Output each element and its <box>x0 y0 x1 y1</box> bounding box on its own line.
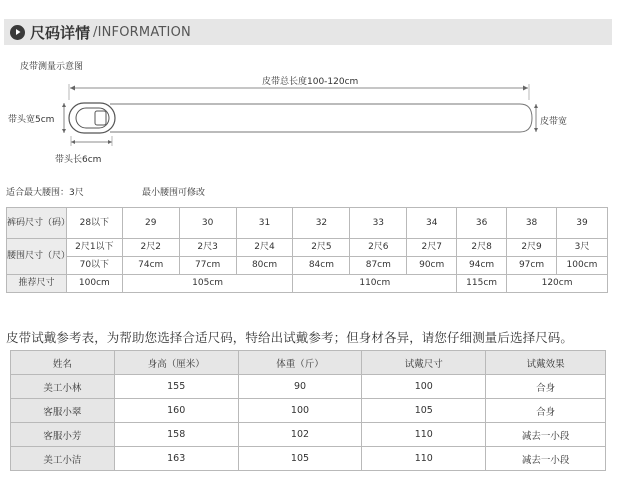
recommended-row-label: 推荐尺寸 <box>7 275 67 293</box>
buckle-width-label: 带头宽5cm <box>8 115 55 125</box>
max-waist-text: 适合最大腰围：3尺 <box>6 188 84 198</box>
recommended-cell: 110cm <box>293 275 457 293</box>
waist-cm-row <box>7 257 608 275</box>
size-cell: 39 <box>557 208 608 239</box>
recommended-cell: 105cm <box>122 275 293 293</box>
trial-cell: 158 <box>114 423 238 447</box>
trial-note: 皮带试戴参考表，为帮助您选择合适尺码，特给出试戴参考；但身材各异，请您仔细测量后选择尺码。 <box>6 330 574 345</box>
waist-cm-cell: 70以下 <box>66 257 122 275</box>
trial-header-cell: 姓名 <box>11 351 115 375</box>
trial-table <box>10 350 606 471</box>
size-row <box>7 208 608 239</box>
trial-cell: 100 <box>238 399 362 423</box>
total-length-label: 皮带总长度100-120cm <box>262 77 359 87</box>
recommended-cell: 115cm <box>457 275 507 293</box>
recommended-row <box>7 275 608 293</box>
trial-cell: 100 <box>362 375 486 399</box>
trial-cell: 155 <box>114 375 238 399</box>
waist-chi-cell: 2尺2 <box>122 239 179 257</box>
waist-cm-cell: 80cm <box>236 257 293 275</box>
buckle-length-label: 带头长6cm <box>55 155 102 165</box>
waist-chi-cell: 2尺4 <box>236 239 293 257</box>
waist-cm-cell: 94cm <box>457 257 507 275</box>
trial-cell: 105 <box>362 399 486 423</box>
section-subtitle: /INFORMATION <box>93 24 191 40</box>
recommended-cell: 120cm <box>507 275 608 293</box>
size-cell: 31 <box>236 208 293 239</box>
size-row-label: 裤码尺寸（码） <box>7 208 67 239</box>
size-cell: 38 <box>507 208 557 239</box>
size-cell: 34 <box>407 208 457 239</box>
trial-header-cell: 体重（斤） <box>238 351 362 375</box>
trial-cell: 160 <box>114 399 238 423</box>
trial-cell: 合身 <box>486 399 606 423</box>
trial-name-cell: 美工小林 <box>11 375 115 399</box>
waist-cm-cell: 100cm <box>557 257 608 275</box>
waist-row-label: 腰围尺寸（尺） <box>7 239 67 275</box>
section-title: 尺码详情 <box>30 23 91 42</box>
size-cell: 36 <box>457 208 507 239</box>
size-table <box>6 207 608 293</box>
waist-chi-cell: 2尺9 <box>507 239 557 257</box>
waist-chi-cell: 2尺8 <box>457 239 507 257</box>
waist-cm-cell: 84cm <box>293 257 350 275</box>
trial-cell: 163 <box>114 447 238 471</box>
waist-cm-cell: 87cm <box>350 257 407 275</box>
waist-cm-cell: 90cm <box>407 257 457 275</box>
trial-cell: 105 <box>238 447 362 471</box>
diagram-caption: 皮带测量示意图 <box>20 62 84 72</box>
trial-name-cell: 客服小翠 <box>11 399 115 423</box>
trial-name-cell: 美工小洁 <box>11 447 115 471</box>
waist-chi-cell: 2尺1以下 <box>66 239 122 257</box>
trial-cell: 减去一小段 <box>486 447 606 471</box>
waist-chi-row <box>7 239 608 257</box>
size-cell: 28以下 <box>66 208 122 239</box>
trial-cell: 90 <box>238 375 362 399</box>
trial-cell: 102 <box>238 423 362 447</box>
trial-cell: 减去一小段 <box>486 423 606 447</box>
belt-diagram <box>0 0 620 200</box>
waist-chi-cell: 2尺6 <box>350 239 407 257</box>
trial-header-row <box>11 351 606 375</box>
trial-cell: 110 <box>362 423 486 447</box>
waist-chi-cell: 3尺 <box>557 239 608 257</box>
waist-cm-cell: 74cm <box>122 257 179 275</box>
trial-name-cell: 客服小芳 <box>11 423 115 447</box>
trial-cell: 110 <box>362 447 486 471</box>
min-waist-text: 最小腰围可修改 <box>142 188 206 198</box>
belt-width-label: 皮带宽 <box>540 117 568 127</box>
size-cell: 32 <box>293 208 350 239</box>
waist-chi-cell: 2尺7 <box>407 239 457 257</box>
table-row <box>11 423 606 447</box>
trial-header-cell: 身高（厘米） <box>114 351 238 375</box>
size-cell: 33 <box>350 208 407 239</box>
size-cell: 29 <box>122 208 179 239</box>
waist-cm-cell: 77cm <box>179 257 236 275</box>
trial-header-cell: 试戴效果 <box>486 351 606 375</box>
recommended-cell: 100cm <box>66 275 122 293</box>
size-cell: 30 <box>179 208 236 239</box>
table-row <box>11 399 606 423</box>
table-row <box>11 447 606 471</box>
table-row <box>11 375 606 399</box>
trial-header-cell: 试戴尺寸 <box>362 351 486 375</box>
waist-cm-cell: 97cm <box>507 257 557 275</box>
trial-cell: 合身 <box>486 375 606 399</box>
waist-chi-cell: 2尺3 <box>179 239 236 257</box>
waist-chi-cell: 2尺5 <box>293 239 350 257</box>
